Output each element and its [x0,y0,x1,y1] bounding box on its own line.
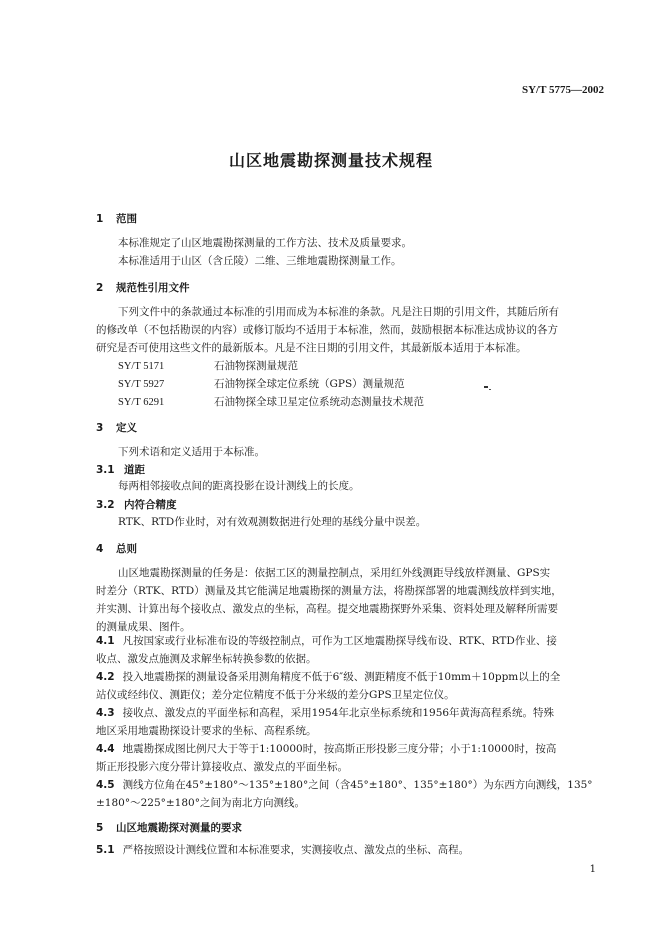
clause-4-3: 4.3 接收点、激发点的平面坐标和高程，采用1954年北京坐标系统和1956年黄海高程系统。特殊 [96,707,555,719]
paragraph-line: 的修改单（不包括勘误的内容）或修订版均不适用于本标准，然而，鼓励根据本标准达成协议的各方 [96,324,558,336]
scan-speck [484,386,488,388]
paragraph-line: 本标准适用于山区（含丘陵）二维、三维地震勘探测量工作。 [118,255,402,267]
paragraph-line: 站仪或经纬仪、测距仪；差分定位精度不低于分米级的差分GPS卫星定位仪。 [96,689,455,701]
clause-4-5: 4.5 测线方位角在45°±180°～135°±180°之间（含45°±180°、135°±180°）为东西方向测线，135° [96,779,593,791]
reference-item: SY/T 5171 石油物探测量规范 [118,360,298,372]
page-number: 1 [589,864,596,875]
definition-text: 每两相邻接收点间的距离投影在设计测线上的长度。 [118,480,360,492]
definition-heading: 3.2 内符合精度 [96,499,177,511]
clause-5-1: 5.1 严格按照设计测线位置和本标准要求，实测接收点、激发点的坐标、高程。 [96,844,470,856]
section-heading-5: 5 山区地震勘探对测量的要求 [96,822,242,834]
paragraph-line: ±180°～225°±180°之间为南北方向测线。 [96,797,305,809]
paragraph-line: 山区地震勘探测量的任务是：依据工区的测量控制点，采用红外线测距导线放样测量、GPS实 [118,567,551,579]
section-heading-2: 2 规范性引用文件 [96,282,190,294]
definition-text: RTK、RTD作业时，对有效观测数据进行处理的基线分量中误差。 [118,516,427,528]
definition-heading: 3.1 道距 [96,464,145,476]
section-heading-1: 1 范围 [96,213,137,225]
document-title: 山区地震勘探测量技术规程 [228,151,433,170]
paragraph-line: 下列文件中的条款通过本标准的引用而成为本标准的条款。凡是注日期的引用文件，其随后所有 [118,306,559,318]
paragraph-line: 下列术语和定义适用于本标准。 [118,446,265,458]
paragraph-line: 时差分（RTK、RTD）测量及其它能满足地震勘探的测量方法，将勘探部署的地震测线放样到实地， [96,585,562,597]
section-heading-3: 3 定义 [96,422,137,434]
paragraph-line: 本标准规定了山区地震勘探测量的工作方法、技术及质量要求。 [118,237,412,249]
paragraph-line: 收点、激发点施测及求解坐标转换参数的依据。 [96,653,317,665]
reference-item: SY/T 6291 石油物探全球卫星定位系统动态测量技术规范 [118,396,424,408]
paragraph-line: 的测量成果、图件。 [96,621,191,633]
paragraph-line: 研究是否可使用这些文件的最新版本。凡是不注日期的引用文件，其最新版本适用于本标准。 [96,342,527,354]
section-heading-4: 4 总则 [96,543,137,555]
standard-code: SY/T 5775—2002 [521,84,604,96]
reference-item: SY/T 5927 石油物探全球定位系统（GPS）测量规范 [118,378,405,390]
paragraph-line: 斯正形投影六度分带计算接收点、激发点的平面坐标。 [96,761,348,773]
clause-4-4: 4.4 地震勘探成图比例尺大于等于1:10000时，按高斯正形投影三度分带；小于1:10000时，按高 [96,743,557,755]
scan-speck [489,389,491,390]
paragraph-line: 并实测、计算出每个接收点、激发点的坐标，高程。提交地震勘探野外采集、资料处理及解释所需要 [96,603,558,615]
clause-4-1: 4.1 凡按国家或行业标准布设的等级控制点，可作为工区地震勘探导线布设、RTK、RTD作业、接 [96,635,557,647]
clause-4-2: 4.2 投入地震勘探的测量设备采用测角精度不低于6″级、测距精度不低于10mm＋10ppm以上的全 [96,671,561,683]
paragraph-line: 地区采用地震勘探设计要求的坐标、高程系统。 [96,725,317,737]
